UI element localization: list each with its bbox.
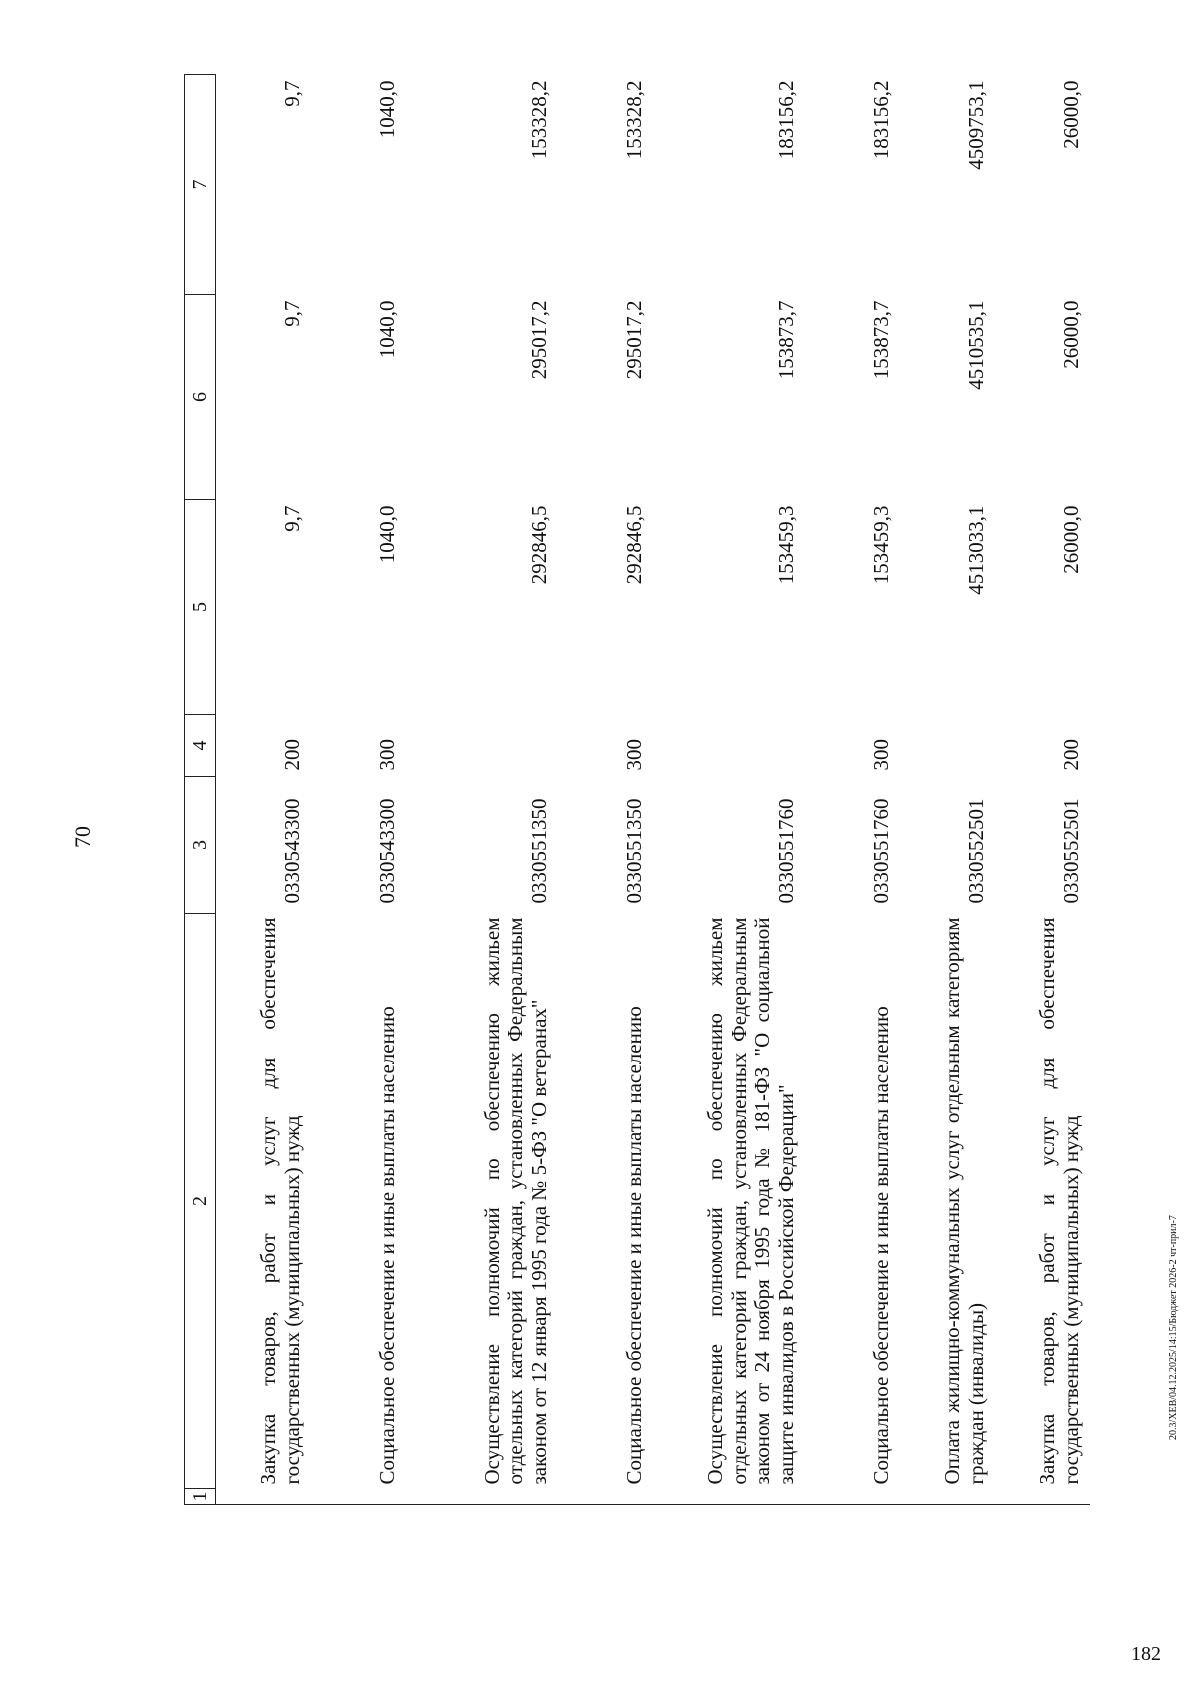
row-code: 0330552501 xyxy=(963,798,988,904)
budget-table-container xyxy=(184,75,1184,1505)
row-code: 0330551760 xyxy=(868,798,893,904)
header-col-1: 1 xyxy=(185,1489,216,1505)
table-body xyxy=(216,75,1090,1505)
row-value-col-7: 153328,2 xyxy=(526,80,551,160)
header-col-6: 6 xyxy=(185,295,216,500)
row-value-col-7: 183156,2 xyxy=(773,80,798,160)
row-value-col-5: 153459,3 xyxy=(868,505,893,585)
row-col-1 xyxy=(805,1489,900,1505)
row-value-col-6: 295017,2 xyxy=(621,300,646,380)
row-col-1 xyxy=(558,1489,653,1505)
sheet-number: 182 xyxy=(1131,1643,1161,1665)
row-value-col-5: 153459,3 xyxy=(773,505,798,585)
row-code: 0330543300 xyxy=(374,798,399,904)
table-header xyxy=(185,75,216,1505)
table-row xyxy=(311,75,406,1505)
row-value-col-6: 1040,0 xyxy=(374,300,399,359)
row-name: Социальное обеспечение и иные выплаты населению xyxy=(374,1006,399,1485)
row-col-1 xyxy=(406,1489,558,1505)
row-name: Социальное обеспечение и иные выплаты населению xyxy=(868,1006,893,1485)
row-code: 0330551350 xyxy=(526,798,551,904)
row-col-1 xyxy=(995,1489,1090,1505)
row-name: Осуществление полномочий по обеспечению жильем отдельных категорий граждан, установленных Федеральным законом от 24 ноября 1995 года № 181-ФЗ "О социальной защите инвалидов в Российской Федерации" xyxy=(703,917,798,1485)
row-value-col-6: 9,7 xyxy=(279,300,304,327)
table-row xyxy=(805,75,900,1505)
footer-file-path: 20.3/ХЕВ/04.12.2025/14:15/Бюджет 2026-2 чт-прил-7 xyxy=(1168,1215,1179,1440)
row-value-col-5: 4513033,1 xyxy=(963,505,988,595)
row-name: Социальное обеспечение и иные выплаты населению xyxy=(621,1006,646,1485)
row-code: 0330551350 xyxy=(621,798,646,904)
row-kvr xyxy=(406,715,558,777)
row-value-col-5: 292846,5 xyxy=(621,505,646,585)
row-kvr: 200 xyxy=(1058,739,1083,771)
table-row xyxy=(653,75,805,1505)
row-kvr: 300 xyxy=(621,739,646,771)
header-col-2: 2 xyxy=(185,914,216,1489)
row-kvr: 300 xyxy=(868,739,893,771)
row-value-col-5: 1040,0 xyxy=(374,505,399,564)
row-value-col-6: 26000,0 xyxy=(1058,300,1083,369)
header-col-5: 5 xyxy=(185,500,216,715)
row-code: 0330543300 xyxy=(279,798,304,904)
row-value-col-6: 153873,7 xyxy=(868,300,893,380)
row-value-col-5: 9,7 xyxy=(279,505,304,532)
row-name: Закупка товаров, работ и услуг для обеспечения государственных (муниципальных) нужд xyxy=(1035,917,1083,1485)
row-code: 0330551760 xyxy=(773,798,798,904)
row-name: Закупка товаров, работ и услуг для обеспечения государственных (муниципальных) нужд xyxy=(256,917,304,1485)
row-name: Оплата жилищно-коммунальных услуг отдельным категориям граждан (инвалиды) xyxy=(940,917,988,1485)
row-col-1 xyxy=(900,1489,995,1505)
row-value-col-6: 153873,7 xyxy=(773,300,798,380)
header-col-4: 4 xyxy=(185,715,216,777)
row-code: 0330552501 xyxy=(1058,798,1083,904)
table-row xyxy=(216,75,311,1505)
row-value-col-7: 183156,2 xyxy=(868,80,893,160)
row-kvr xyxy=(900,715,995,777)
row-value-col-7: 9,7 xyxy=(279,80,304,107)
budget-table xyxy=(184,74,1090,1505)
row-kvr: 200 xyxy=(279,739,304,771)
row-name: Осуществление полномочий по обеспечению жильем отдельных категорий граждан, установленных Федеральным законом от 12 января 1995 года № 5-ФЗ "О ветеранах" xyxy=(479,917,551,1485)
table-row xyxy=(900,75,995,1505)
row-value-col-7: 153328,2 xyxy=(621,80,646,160)
page-number: 70 xyxy=(70,826,95,848)
row-value-col-7: 1040,0 xyxy=(374,80,399,139)
row-value-col-6: 295017,2 xyxy=(526,300,551,380)
table-row xyxy=(995,75,1090,1505)
header-col-3: 3 xyxy=(185,777,216,914)
table-row xyxy=(558,75,653,1505)
row-value-col-5: 26000,0 xyxy=(1058,505,1083,574)
row-value-col-7: 26000,0 xyxy=(1058,80,1083,149)
row-value-col-5: 292846,5 xyxy=(526,505,551,585)
row-value-col-6: 4510535,1 xyxy=(963,300,988,390)
row-kvr: 300 xyxy=(374,739,399,771)
table-row xyxy=(406,75,558,1505)
row-col-1 xyxy=(653,1489,805,1505)
row-value-col-7: 4509753,1 xyxy=(963,80,988,170)
row-col-1 xyxy=(311,1489,406,1505)
row-col-1 xyxy=(216,1489,311,1505)
row-kvr xyxy=(653,715,805,777)
header-col-7: 7 xyxy=(185,75,216,295)
